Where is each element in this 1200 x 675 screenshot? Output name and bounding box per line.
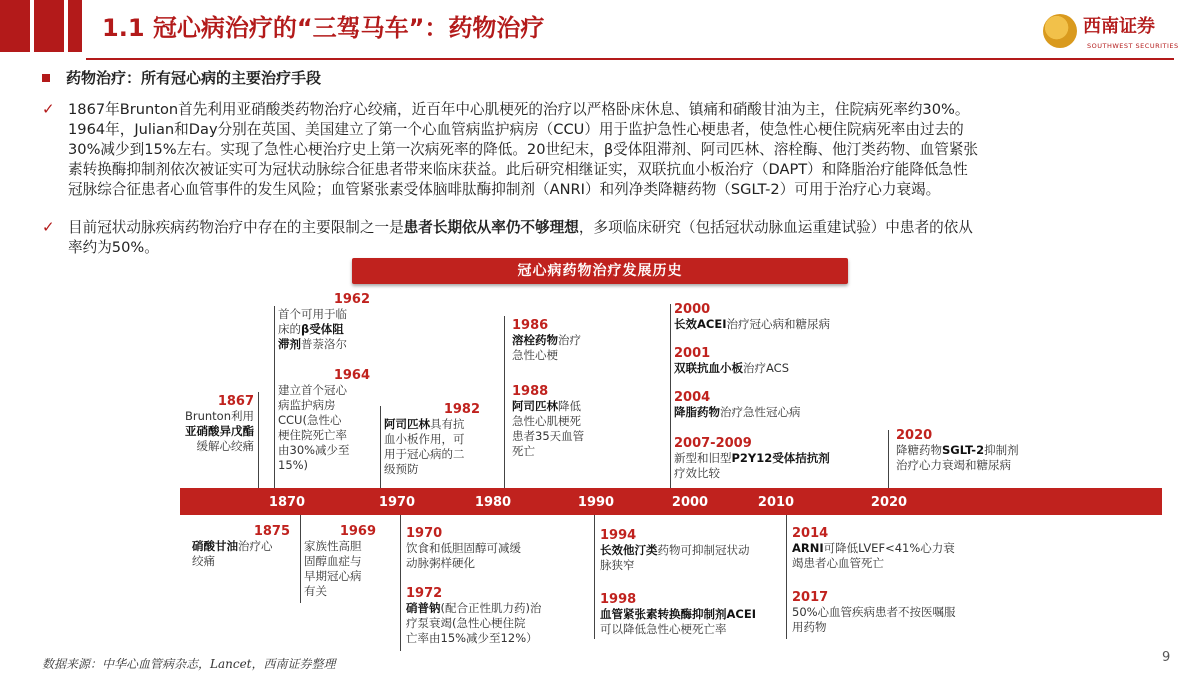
- connector-line: [504, 316, 505, 488]
- event-1969: 1969 家族性高胆 固醇血症与 早期冠心病 有关: [304, 524, 376, 598]
- timeline-tick: 1870: [268, 495, 306, 510]
- para2-line-2: 率约为50%。: [68, 239, 159, 256]
- timeline-tick: 1990: [577, 495, 615, 510]
- connector-line: [594, 515, 595, 639]
- timeline-tick: 2010: [757, 495, 795, 510]
- event-1970: 1970 饮食和低胆固醇可减缓 动脉粥样硬化: [406, 526, 576, 571]
- event-1994: 1994 长效他汀类药物可抑制冠状动 脉狭窄: [600, 528, 776, 573]
- event-year: 1867: [217, 394, 254, 409]
- event-year: 1986: [512, 318, 549, 333]
- event-1964: 1964 建立首个冠心 病监护病房 CCU(急性心 梗住院死亡率 由30%减少至 15%): [278, 368, 370, 472]
- event-2020: 2020 降糖药物SGLT-2抑制剂 治疗心力衰竭和糖尿病: [896, 428, 1076, 473]
- event-year: 2014: [792, 526, 829, 541]
- checkmark-icon: ✓: [42, 100, 55, 118]
- event-1986: 1986 溶栓药物治疗 急性心梗: [512, 318, 608, 363]
- event-year: 2004: [674, 390, 711, 405]
- para2-post: ，多项临床研究（包括冠状动脉血运重建试验）中患者的依从: [578, 219, 973, 236]
- event-year: 1969: [339, 524, 376, 539]
- connector-line: [258, 392, 259, 488]
- header-divider: [86, 58, 1174, 60]
- event-year: 1998: [600, 592, 637, 607]
- event-1962: 1962 首个可用于临 床的β受体阻 滞剂普萘洛尔: [278, 292, 370, 351]
- page-number: 9: [1162, 650, 1171, 665]
- event-year: 1875: [253, 524, 290, 539]
- connector-line: [670, 304, 671, 488]
- timeline-banner: [352, 258, 848, 284]
- timeline-banner-title: 冠心病药物治疗发展历史: [517, 263, 683, 279]
- event-year: 2007-2009: [674, 436, 752, 451]
- event-2000: 2000 长效ACEI治疗冠心病和糖尿病: [674, 302, 874, 332]
- timeline-tick: 2020: [870, 495, 908, 510]
- event-1972: 1972 硝普钠(配合正性肌力药)治 疗泵衰竭(急性心梗住院 亡率由15%减少至12%）: [406, 586, 582, 646]
- logo-emblem-icon: [1043, 14, 1077, 48]
- event-2014: 2014 ARNI可降低LVEF<41%心力衰 竭患者心血管死亡: [792, 526, 992, 571]
- connector-line: [380, 406, 381, 488]
- header-block-1: [0, 0, 30, 52]
- timeline-tick: 1980: [474, 495, 512, 510]
- event-1982: 1982 阿司匹林具有抗 血小板作用，可 用于冠心病的二 级预防: [384, 402, 480, 476]
- event-year: 2000: [674, 302, 711, 317]
- company-logo: [1043, 10, 1183, 56]
- header-block-3: [68, 0, 82, 52]
- para2-pre: 目前冠状动脉疾病药物治疗中存在的主要限制之一是: [68, 219, 404, 236]
- connector-line: [274, 306, 275, 488]
- event-year: 1982: [443, 402, 480, 417]
- square-bullet-icon: [42, 74, 50, 82]
- event-year: 2017: [792, 590, 829, 605]
- logo-cn-text: 西南证券: [1083, 16, 1155, 37]
- checkmark-icon: ✓: [42, 218, 55, 236]
- connector-line: [300, 515, 301, 603]
- connector-line: [888, 430, 889, 488]
- event-year: 1970: [406, 526, 443, 541]
- event-year: 1994: [600, 528, 637, 543]
- event-1875: 1875 硝酸甘油治疗心 绞痛: [192, 524, 290, 568]
- logo-en-text: SOUTHWEST SECURITIES: [1087, 42, 1179, 50]
- timeline-tick: 1970: [378, 495, 416, 510]
- para1-line-3: 30%减少到15%左右。实现了急性心梗治疗史上第一次病死率的降低。20世纪末，β受体阻滞剂、阿司匹林、溶栓酶、他汀类药物、血管紧张: [68, 141, 979, 158]
- section-subheading: 药物治疗：所有冠心病的主要治疗手段: [66, 69, 322, 87]
- para1-line-2: 1964年，Julian和Day分别在英国、美国建立了第一个心血管病监护病房（CCU）用于监护急性心梗患者，使急性心梗住院病死率由过去的: [68, 121, 964, 138]
- para1-line-1: 1867年Brunton首先利用亚硝酸类药物治疗心绞痛，近百年中心肌梗死的治疗以严格卧床休息、镇痛和硝酸甘油为主，住院病死率约30%。: [68, 101, 970, 118]
- event-1998: 1998 血管紧张素转换酶抑制剂ACEI 可以降低急性心梗死亡率: [600, 592, 784, 637]
- event-year: 2020: [896, 428, 933, 443]
- event-1988: 1988 阿司匹林降低 急性心肌梗死 患者35天血管 死亡: [512, 384, 608, 459]
- connector-line: [786, 515, 787, 639]
- para1-line-4: 素转换酶抑制剂依次被证实可为冠状动脉综合征患者带来临床获益。此后研究相继证实，双联抗血小板治疗（DAPT）和降脂治疗能降低急性: [68, 161, 968, 178]
- event-year: 2001: [674, 346, 711, 361]
- event-year: 1988: [512, 384, 549, 399]
- event-2004: 2004 降脂药物治疗急性冠心病: [674, 390, 874, 420]
- para2-emphasis: 患者长期依从率仍不够理想: [403, 219, 579, 236]
- header-block-2: [34, 0, 64, 52]
- event-2001: 2001 双联抗血小板治疗ACS: [674, 346, 874, 376]
- connector-line: [400, 515, 401, 651]
- event-year: 1962: [333, 292, 370, 307]
- timeline-tick: 2000: [671, 495, 709, 510]
- event-year: 1972: [406, 586, 443, 601]
- event-2017: 2017 50%心血管疾病患者不按医嘱服 用药物: [792, 590, 992, 635]
- timeline-bar: [180, 488, 1162, 515]
- event-1867: 1867 Brunton利用 亚硝酸异戊酯 缓解心绞痛: [168, 394, 254, 454]
- event-2007-2009: 2007-2009 新型和旧型P2Y12受体拮抗剂 疗效比较: [674, 436, 874, 481]
- adherence-paragraph: [68, 218, 1164, 258]
- data-source-footer: 数据来源：中华心血管病杂志，Lancet，西南证券整理: [42, 657, 336, 671]
- para1-line-5: 冠脉综合征患者心血管事件的发生风险；血管紧张素受体脑啡肽酶抑制剂（ANRI）和列净类降糖药物（SGLT-2）可用于治疗心力衰竭。: [68, 181, 941, 198]
- history-paragraph: [68, 100, 1164, 200]
- event-year: 1964: [333, 368, 370, 383]
- page-title: 1.1 冠心病治疗的“三驾马车”：药物治疗: [102, 14, 545, 42]
